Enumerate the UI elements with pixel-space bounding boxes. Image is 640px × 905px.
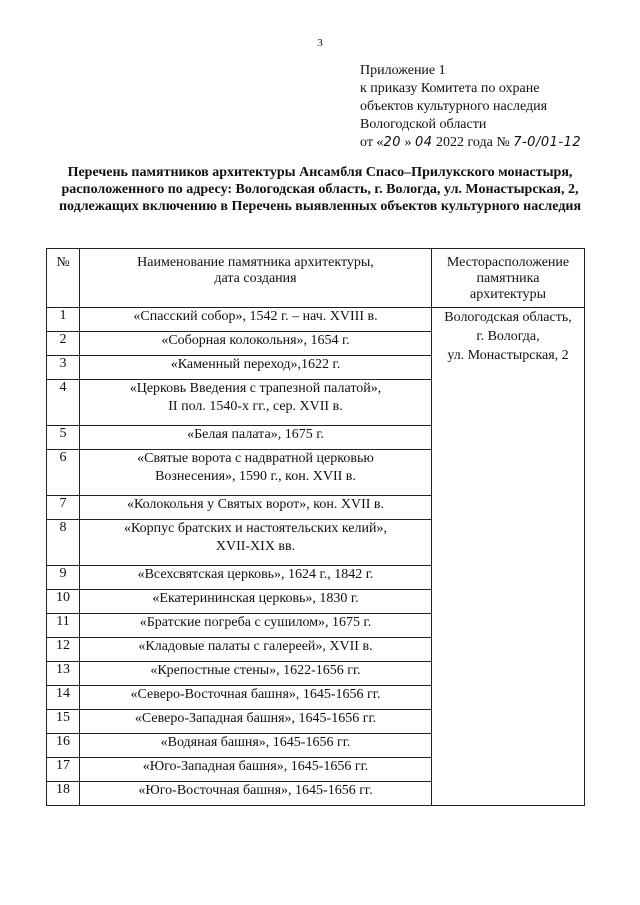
- document-title: Перечень памятников архитектуры Ансамбля Спасо–Прилукского монастыря, расположенного по адресу: Вологодская область, г. Вологда, ул. Монастырская, 2, подлежащих включению в Перечень выявленных объектов культурного наследия: [58, 165, 582, 214]
- row-number: 1: [47, 308, 80, 332]
- monument-name-line: «Церковь Введения с трапезной палатой»,: [129, 381, 382, 396]
- monument-name-line: «Корпус братских и настоятельских келий»,: [124, 521, 387, 536]
- row-number: 7: [47, 496, 80, 520]
- header-location-line: архитектуры: [470, 287, 546, 302]
- table-row: [47, 308, 585, 332]
- monument-name-line: «Кладовые палаты с галереей», XVII в.: [138, 639, 373, 654]
- monument-name-line: «Белая палата», 1675 г.: [187, 427, 324, 442]
- row-number: 6: [47, 450, 80, 496]
- monument-name-line: «Северо-Восточная башня», 1645-1656 гг.: [130, 687, 381, 702]
- monument-name: [80, 566, 432, 590]
- monument-name-line: XVII-XIX вв.: [215, 539, 296, 554]
- row-number: 11: [47, 614, 80, 638]
- approval-line: к приказу Комитета по охране: [360, 81, 540, 96]
- monument-name: [80, 686, 432, 710]
- monument-name-line: II пол. 1540-х гг., сер. XVII в.: [168, 399, 343, 414]
- row-number: 12: [47, 638, 80, 662]
- header-location-line: Месторасположение: [446, 255, 570, 270]
- table-header-row: [47, 249, 585, 308]
- row-number: 5: [47, 426, 80, 450]
- monument-name: [80, 496, 432, 520]
- row-number: 14: [47, 686, 80, 710]
- monument-name-line: «Юго-Восточная башня», 1645-1656 гг.: [138, 783, 373, 798]
- monument-name-line: «Каменный переход»,1622 г.: [170, 357, 341, 372]
- row-number: 2: [47, 332, 80, 356]
- row-number: 10: [47, 590, 80, 614]
- monument-name: [80, 590, 432, 614]
- monument-name-line: «Спасский собор», 1542 г. – нач. XVIII в.: [133, 309, 378, 324]
- row-number: 17: [47, 758, 80, 782]
- monument-name: [80, 710, 432, 734]
- handwritten-month: 04: [414, 135, 433, 150]
- approval-line: Приложение 1: [360, 63, 446, 78]
- row-number: 8: [47, 520, 80, 566]
- approval-line: Вологодской области: [360, 117, 487, 132]
- monument-name-line: «Северо-Западная башня», 1645-1656 гг.: [134, 711, 377, 726]
- approval-block: [360, 62, 630, 152]
- monument-name-line: «Крепостные стены», 1622-1656 гг.: [150, 663, 361, 678]
- location-line: ул. Монастырская, 2: [447, 348, 569, 363]
- monument-name: [80, 356, 432, 380]
- monument-location: [432, 308, 585, 806]
- monument-name-line: «Водяная башня», 1645-1656 гг.: [160, 735, 351, 750]
- header-name: [80, 249, 432, 308]
- monument-name: [80, 614, 432, 638]
- row-number: 13: [47, 662, 80, 686]
- monument-name: [80, 426, 432, 450]
- location-line: г. Вологда,: [476, 329, 540, 344]
- monument-name: [80, 758, 432, 782]
- row-number: 4: [47, 380, 80, 426]
- approval-date-line: [360, 134, 630, 152]
- location-line: Вологодская область,: [444, 310, 572, 325]
- handwritten-order-number: 7-0/01-12: [513, 135, 582, 150]
- monument-name: [80, 308, 432, 332]
- header-name-line: Наименование памятника архитектуры,: [137, 255, 374, 270]
- monument-name-line: «Святые ворота с надвратной церковью: [137, 451, 374, 466]
- monument-name-line: «Юго-Западная башня», 1645-1656 гг.: [142, 759, 369, 774]
- date-year: 2022 года №: [432, 135, 514, 150]
- monument-name-line: «Братские погреба с сушилом», 1675 г.: [139, 615, 372, 630]
- monument-name: [80, 782, 432, 806]
- date-mid: »: [400, 135, 415, 150]
- monument-name-line: Вознесения», 1590 г., кон. XVII в.: [155, 469, 356, 484]
- monument-name-line: «Всехсвятская церковь», 1624 г., 1842 г.: [137, 567, 374, 582]
- row-number: 9: [47, 566, 80, 590]
- row-number: 18: [47, 782, 80, 806]
- date-prefix: от «: [360, 135, 384, 150]
- monument-name: [80, 638, 432, 662]
- row-number: 16: [47, 734, 80, 758]
- row-number: 3: [47, 356, 80, 380]
- monument-name: [80, 520, 432, 566]
- monument-name-line: «Екатерининская церковь», 1830 г.: [152, 591, 359, 606]
- monument-name: [80, 662, 432, 686]
- monument-name: [80, 450, 432, 496]
- page-number: 3: [317, 37, 323, 49]
- header-location: [432, 249, 585, 308]
- row-number: 15: [47, 710, 80, 734]
- monuments-table: [46, 248, 585, 806]
- monument-name: [80, 734, 432, 758]
- header-name-line: дата создания: [214, 271, 297, 286]
- monument-name: [80, 332, 432, 356]
- monument-name-line: «Колокольня у Святых ворот», кон. XVII в.: [126, 497, 385, 512]
- header-location-line: памятника: [476, 271, 540, 286]
- handwritten-day: 20: [383, 135, 401, 150]
- monument-name-line: «Соборная колокольня», 1654 г.: [161, 333, 350, 348]
- approval-line: объектов культурного наследия: [360, 99, 548, 114]
- header-num: №: [47, 249, 80, 308]
- monument-name: [80, 380, 432, 426]
